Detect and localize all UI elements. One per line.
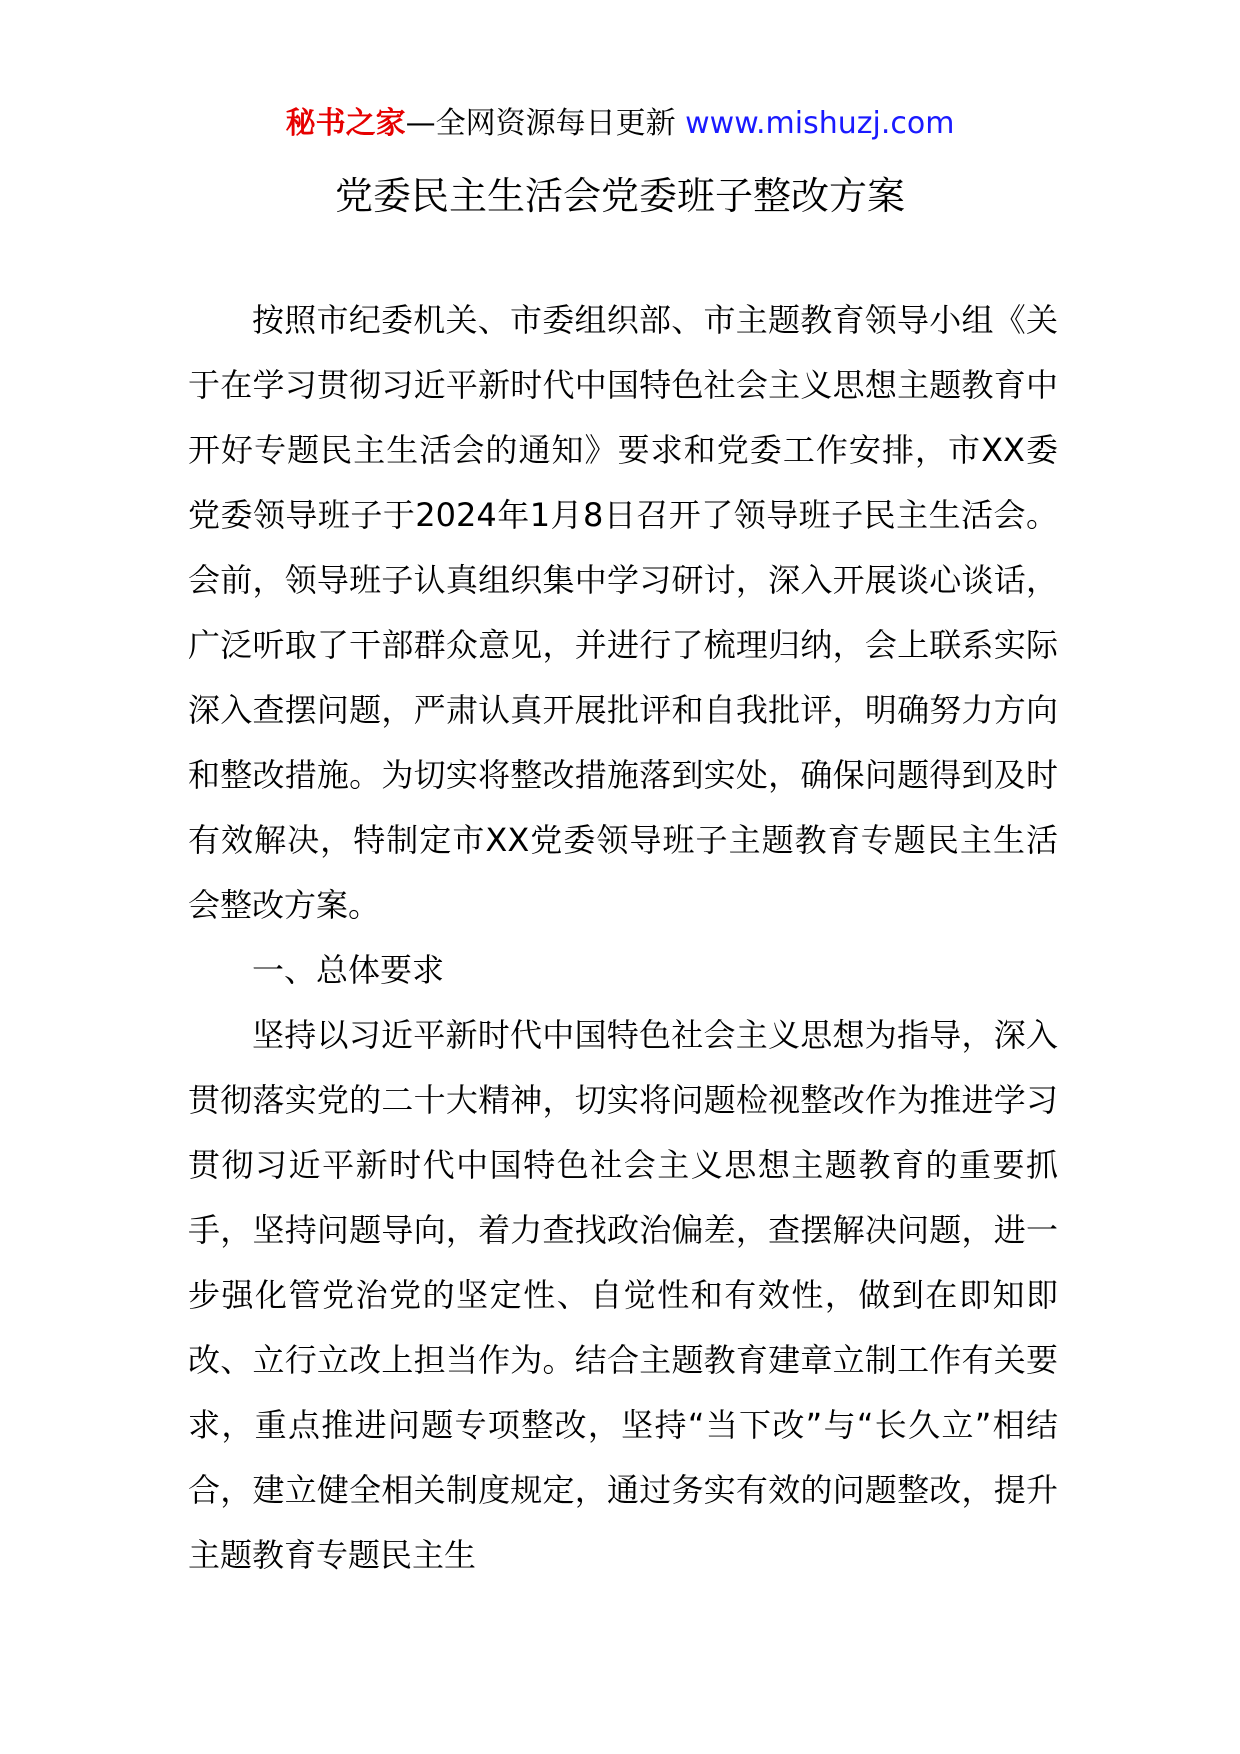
general-requirements-paragraph: 坚持以习近平新时代中国特色社会主义思想为指导，深入贯彻落实党的二十大精神，切实将问题检视整改作为推进学习贯彻习近平新时代中国特色社会主义思想主题教育的重要抓手，坚持问题导向，着力查找政治偏差，查摆解决问题，进一步强化管党治党的坚定性、自觉性和有效性，做到在即知即改、立行立改上担当作为。结合主题教育建章立制工作有关要求，重点推进问题专项整改，坚持“当下改”与“长久立”相结合，建立健全相关制度规定，通过务实有效的问题整改，提升主题教育专题民主生 (188, 1016, 1058, 1574)
section-heading-general-requirements: 一、总体要求 (252, 951, 445, 989)
document-body (188, 288, 1058, 1588)
site-header (0, 100, 1240, 148)
header-tagline: —全网资源每日更新 (405, 106, 686, 141)
brand-name: 秘书之家 (285, 106, 406, 141)
site-url-link[interactable]: www.mishuzj.com (685, 106, 955, 141)
document-title: 党委民主生活会党委班子整改方案 (334, 174, 905, 218)
intro-paragraph: 按照市纪委机关、市委组织部、市主题教育领导小组《关于在学习贯彻习近平新时代中国特色社会主义思想主题教育中开好专题民主生活会的通知》要求和党委工作安排，市XX委党委领导班子于2024年1月8日召开了领导班子民主生活会。会前，领导班子认真组织集中学习研讨，深入开展谈心谈话，广泛听取了干部群众意见，并进行了梳理归纳，会上联系实际深入查摆问题，严肃认真开展批评和自我批评，明确努力方向和整改措施。为切实将整改措施落到实处，确保问题得到及时有效解决，特制定市XX党委领导班子主题教育专题民主生活会整改方案。 (188, 301, 1058, 924)
